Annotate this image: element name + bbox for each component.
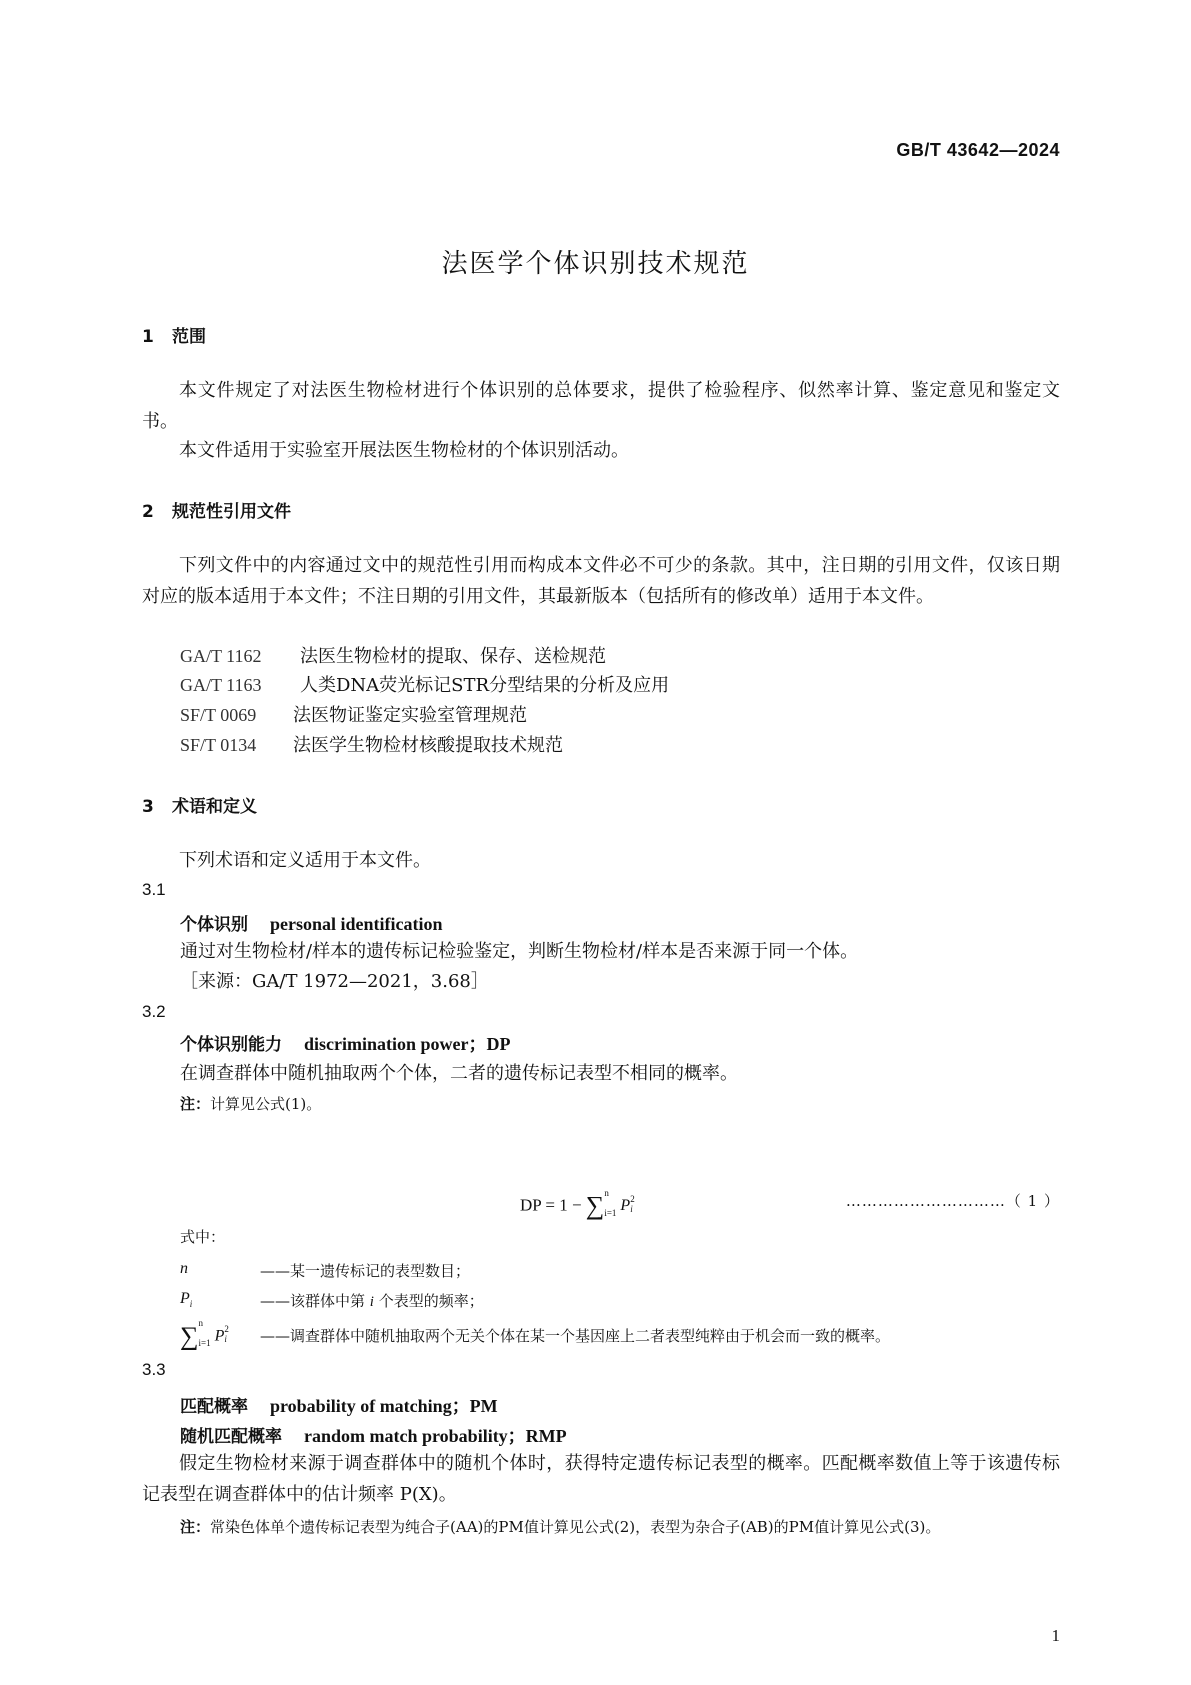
note-label: 注： bbox=[180, 1518, 211, 1536]
term-en: personal identification bbox=[270, 914, 443, 934]
term-zh: 个体识别能力 bbox=[180, 1035, 282, 1055]
term-zh: 个体识别 bbox=[180, 915, 248, 935]
normative-ref-item bbox=[180, 730, 563, 761]
var-symbol: n bbox=[180, 1260, 188, 1277]
note-text: 常染色体单个遗传标记表型为纯合子(AA)的PM值计算见公式(2)，表型为杂合子(AB)的PM值计算见公式(3)。 bbox=[210, 1518, 941, 1536]
sum-term: P bbox=[620, 1197, 631, 1215]
note-label: 注： bbox=[180, 1095, 211, 1113]
term-3-2 bbox=[180, 1030, 511, 1056]
ref-title: 法医生物检材的提取、保存、送检规范 bbox=[300, 646, 606, 667]
var-description bbox=[260, 1290, 484, 1311]
term-number: 3.1 bbox=[142, 880, 166, 899]
standard-code: GB/T 43642—2024 bbox=[896, 140, 1060, 160]
term-number: 3.2 bbox=[142, 1002, 166, 1021]
desc-post: 个表型的频率； bbox=[378, 1292, 484, 1310]
sigma-symbol: ∑ bbox=[180, 1321, 199, 1351]
formula-dp bbox=[520, 1188, 635, 1221]
formula-lhs: DP = 1 − bbox=[520, 1195, 582, 1215]
formula-number: …………………………（ 1 ） bbox=[845, 1192, 1060, 1210]
section-number: 3 bbox=[142, 797, 154, 817]
ref-title: 人类DNA荧光标记STR分型结果的分析及应用 bbox=[300, 675, 670, 696]
sum-lower: i=1 bbox=[198, 1338, 211, 1349]
section-number: 1 bbox=[142, 327, 154, 347]
term-3-3-b bbox=[180, 1422, 567, 1448]
term-source: ［来源：GA/T 1972—2021，3.68］ bbox=[180, 971, 489, 992]
term-3-1 bbox=[180, 910, 443, 935]
ref-code: SF/T 0134 bbox=[180, 735, 257, 755]
normative-ref-item bbox=[180, 700, 527, 731]
normative-ref-item bbox=[180, 641, 606, 672]
note-text: 计算见公式(1)。 bbox=[210, 1095, 322, 1113]
var-letter: P bbox=[180, 1290, 190, 1307]
sum-upper: n bbox=[604, 1188, 609, 1198]
ref-code: GA/T 1162 bbox=[180, 646, 262, 666]
term-note bbox=[180, 1516, 940, 1537]
term-definition: 假定生物检材来源于调查群体中的随机个体时，获得特定遗传标记表型的概率。匹配概率数值上等于该遗传标记表型在调查群体中的估计频率 P(X)。 bbox=[142, 1453, 1060, 1505]
term-index: i bbox=[224, 1334, 227, 1345]
term-definition: 通过对生物检材/样本的遗传标记检验鉴定，判断生物检材/样本是否来源于同一个体。 bbox=[180, 941, 859, 962]
var-description: ——某一遗传标记的表型数目； bbox=[260, 1262, 471, 1280]
section-title: 规范性引用文件 bbox=[172, 502, 291, 522]
desc-index: i bbox=[369, 1294, 374, 1310]
sum-term: P bbox=[214, 1327, 225, 1345]
sum-lower: i=1 bbox=[604, 1208, 617, 1219]
page-number: 1 bbox=[1051, 1626, 1060, 1645]
term-definition: 在调查群体中随机抽取两个个体，二者的遗传标记表型不相同的概率。 bbox=[180, 1063, 738, 1084]
sum-symbol-row bbox=[180, 1318, 229, 1351]
term-power: 2 bbox=[630, 1194, 635, 1205]
ref-title: 法医物证鉴定实验室管理规范 bbox=[293, 705, 527, 726]
term-zh: 随机匹配概率 bbox=[180, 1427, 282, 1447]
sum-description: ——调查群体中随机抽取两个无关个体在某一个基因座上二者表型纯粹由于机会而一致的概率。 bbox=[260, 1327, 891, 1345]
section-1-heading bbox=[142, 322, 206, 347]
term-number: 3.3 bbox=[142, 1360, 166, 1379]
var-subscript: i bbox=[189, 1299, 193, 1310]
term-index: i bbox=[630, 1204, 633, 1215]
section-3-heading bbox=[142, 792, 257, 817]
term-zh: 匹配概率 bbox=[180, 1397, 248, 1417]
section-title: 术语和定义 bbox=[172, 797, 257, 817]
sum-expression bbox=[585, 1188, 635, 1221]
section-number: 2 bbox=[142, 502, 154, 522]
ref-code: GA/T 1163 bbox=[180, 675, 262, 695]
term-en: discrimination power；DP bbox=[304, 1034, 511, 1054]
sum-upper: n bbox=[198, 1318, 204, 1328]
where-label: 式中： bbox=[180, 1228, 226, 1246]
sigma-symbol: ∑ bbox=[585, 1191, 605, 1221]
term-3-3-a bbox=[180, 1392, 498, 1418]
term-en: probability of matching；PM bbox=[270, 1396, 498, 1416]
document-title: 法医学个体识别技术规范 bbox=[441, 249, 750, 279]
section-title: 范围 bbox=[172, 327, 206, 347]
section-1-para-2: 本文件适用于实验室开展法医生物检材的个体识别活动。 bbox=[179, 440, 629, 461]
section-1-para-1: 本文件规定了对法医生物检材进行个体识别的总体要求，提供了检验程序、似然率计算、鉴定意见和鉴定文书。 bbox=[142, 380, 1060, 432]
var-symbol bbox=[180, 1290, 192, 1309]
section-3-intro: 下列术语和定义适用于本文件。 bbox=[179, 850, 431, 871]
term-note bbox=[180, 1093, 321, 1114]
term-en: random match probability；RMP bbox=[304, 1426, 567, 1446]
ref-code: SF/T 0069 bbox=[180, 705, 257, 725]
section-2-heading bbox=[142, 497, 291, 522]
desc-pre: ——该群体中第 bbox=[260, 1292, 366, 1310]
term-power: 2 bbox=[224, 1324, 229, 1335]
section-2-para-1: 下列文件中的内容通过文中的规范性引用而构成本文件必不可少的条款。其中，注日期的引用文件，仅该日期对应的版本适用于本文件；不注日期的引用文件，其最新版本（包括所有的修改单）适用于本文件。 bbox=[142, 555, 1060, 607]
normative-ref-item bbox=[180, 670, 669, 701]
ref-title: 法医学生物检材核酸提取技术规范 bbox=[293, 735, 563, 756]
